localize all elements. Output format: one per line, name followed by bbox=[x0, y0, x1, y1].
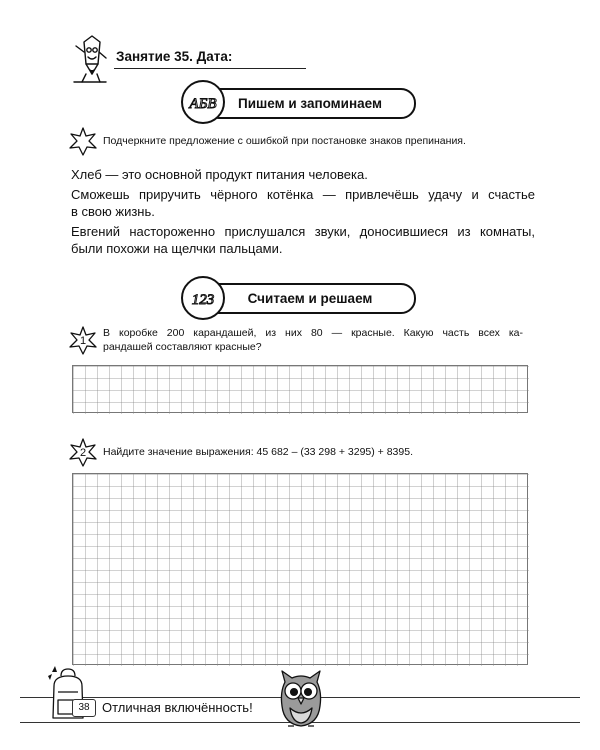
sentence-2-line-1: Сможешь приручить чёрного котёнка — привлечёшь удачу и счастье bbox=[71, 187, 535, 202]
answer-grid-2[interactable] bbox=[72, 473, 528, 665]
task-1-line-1: В коробке 200 карандашей, из них 80 — красные. Какую часть всех ка- bbox=[103, 327, 523, 339]
abc-icon bbox=[181, 80, 225, 124]
section-title-write: Пишем и запоминаем bbox=[238, 96, 382, 111]
page-number: 38 bbox=[72, 699, 96, 717]
section-banner-math bbox=[204, 283, 416, 314]
numbers-icon bbox=[181, 276, 225, 320]
owl-icon bbox=[276, 668, 326, 730]
answer-grid-1[interactable] bbox=[72, 365, 528, 413]
task-instruction-punctuation: Подчеркните предложение с ошибкой при постановке знаков препинания. bbox=[103, 135, 466, 147]
task-number-2-icon bbox=[68, 437, 98, 467]
task-number-1-icon bbox=[68, 325, 98, 355]
task-number-1: 1 bbox=[79, 335, 87, 347]
sentence-3-line-1: Евгений настороженно прислушался звуки, доносившиеся из комнаты, bbox=[71, 224, 535, 239]
sentence-1: Хлеб — это основной продукт питания человека. bbox=[71, 167, 368, 182]
star-icon bbox=[68, 126, 98, 156]
date-underline[interactable] bbox=[114, 68, 306, 69]
numbers-icon-text: 123 bbox=[191, 292, 215, 308]
section-banner-write bbox=[204, 88, 416, 119]
page-title: Занятие 35. Дата: bbox=[116, 49, 233, 64]
sentence-2-line-2: в свою жизнь. bbox=[71, 204, 155, 219]
task-2-text: Найдите значение выражения: 45 682 – (33 298 + 3295) + 8395. bbox=[103, 446, 413, 458]
section-title-math: Считаем и решаем bbox=[247, 291, 373, 306]
sentence-3-line-2: были похожи на щелчки пальцами. bbox=[71, 241, 283, 256]
abc-icon-text: АБВ bbox=[189, 96, 217, 112]
task-1-line-2: рандашей составляют красные? bbox=[103, 341, 262, 353]
pencil-character-icon bbox=[70, 32, 110, 84]
footer-text: Отличная включённость! bbox=[102, 700, 253, 715]
task-number-2: 2 bbox=[79, 447, 87, 459]
